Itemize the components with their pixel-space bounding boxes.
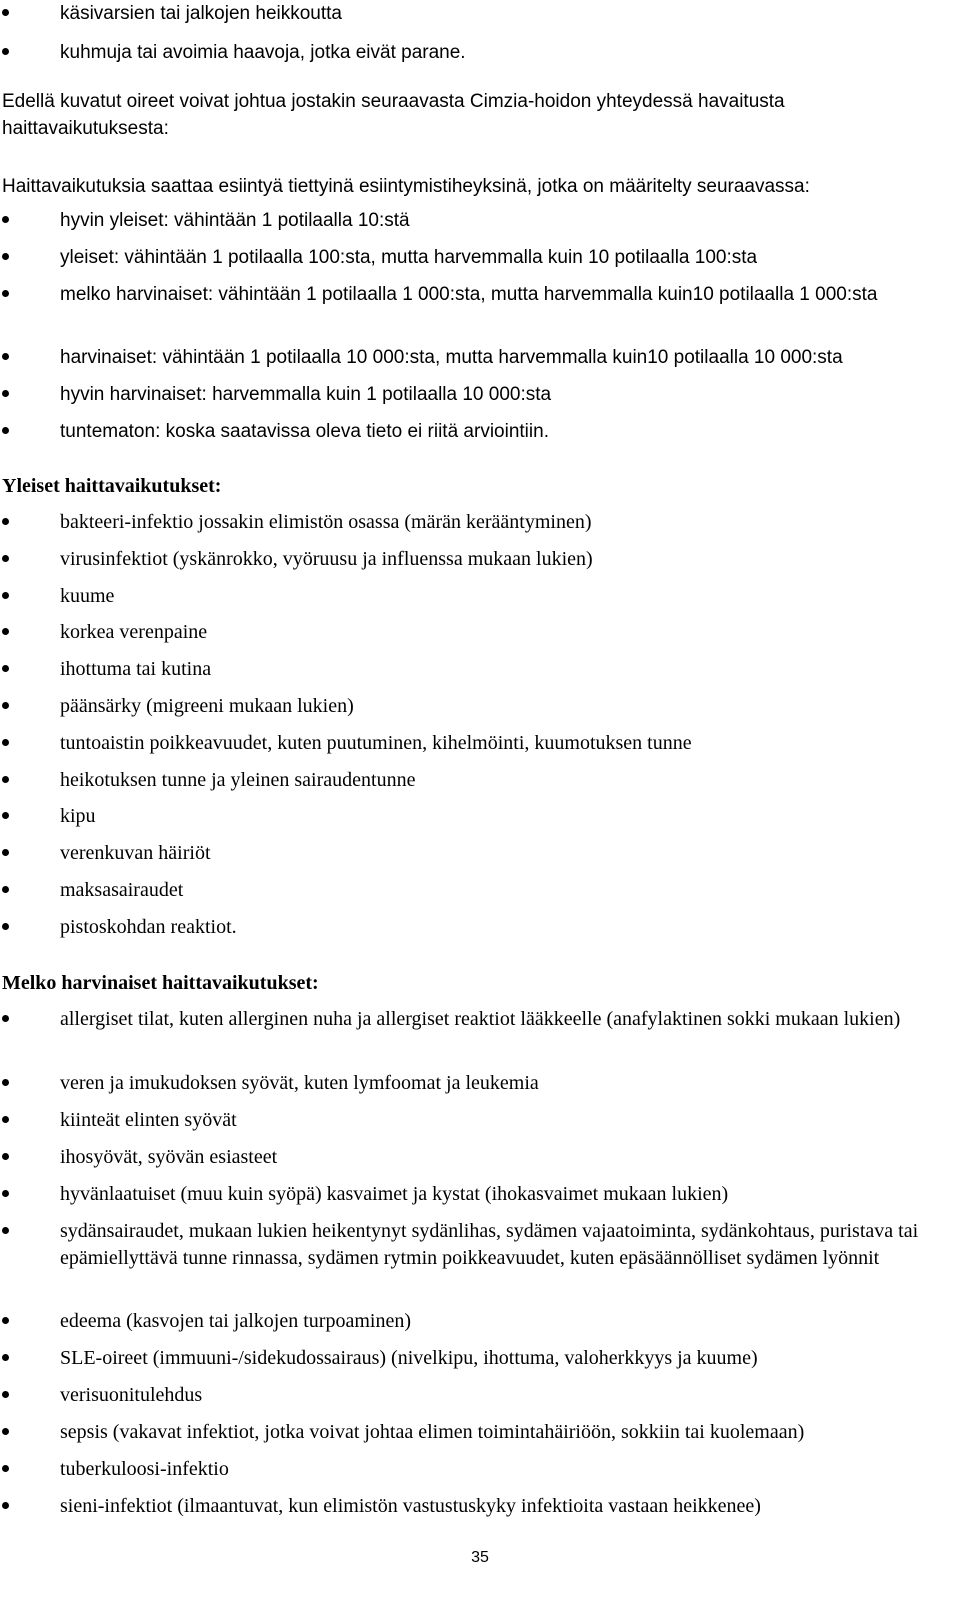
list-item-text: ihosyövät, syövän esiasteet [60,1146,278,1168]
list-item [0,207,952,234]
list-item-text: ihottuma tai kutina [60,658,212,681]
list-item [0,344,952,371]
list-item-text: virusinfektiot (yskänrokko, vyöruusu ja influenssa mukaan lukien) [60,547,593,570]
list-item [0,1181,952,1208]
common-heading: Yleiset haittavaikutukset: [2,475,222,497]
list-item [0,1144,952,1171]
list-item-text: kipu [60,805,96,828]
list-item-text: verenkuvan häiriöt [60,842,211,865]
list-item [0,418,952,445]
list-item [0,1419,952,1446]
list-item [0,619,952,646]
bullet-icon [2,1317,9,1324]
list-item-text: melko harvinaiset: vähintään 1 potilaalla 1 000:sta, mutta harvemmalla kuin10 potilaalla 1 000:sta [60,284,878,305]
bullet-icon [2,555,9,562]
list-item [0,546,952,573]
list-item-text: pistoskohdan reaktiot. [60,915,237,938]
list-item [0,281,952,308]
bullet-icon [2,886,9,893]
list-item-text: allergiset tilat, kuten allerginen nuha ja allergiset reaktiot lääkkeelle (anafylaktinen sokki mukaan lukien) [60,1008,901,1030]
bullet-icon [2,1354,9,1361]
list-item-text: veren ja imukudoksen syövät, kuten lymfoomat ja leukemia [60,1072,539,1094]
bullet-icon [2,1015,9,1022]
list-item [0,1070,952,1097]
bullet-icon [2,427,9,434]
bullet-icon [2,812,9,819]
list-item [0,1382,952,1409]
list-item [0,244,952,271]
list-item-text: kuhmuja tai avoimia haavoja, jotka eivät parane. [60,42,466,63]
bullet-icon [2,1190,9,1197]
bullet-icon [2,1502,9,1509]
bullet-icon [2,739,9,746]
list-item-text: tuberkuloosi-infektio [60,1458,229,1480]
list-item [0,381,952,408]
list-item [0,730,952,757]
bullet-icon [2,390,9,397]
list-item-text: edeema (kasvojen tai jalkojen turpoaminen) [60,1310,411,1332]
list-item-text: heikotuksen tunne ja yleinen sairaudentunne [60,768,416,791]
list-item [0,914,952,941]
bullet-icon [2,48,9,55]
list-item-text: hyvänlaatuiset (muu kuin syöpä) kasvaimet ja kystat (ihokasvaimet mukaan lukien) [60,1183,729,1205]
list-item-text: korkea verenpaine [60,621,208,644]
bullet-icon [2,1391,9,1398]
list-item-text: hyvin yleiset: vähintään 1 potilaalla 10:stä [60,210,410,231]
list-item [0,1493,952,1520]
list-item-text: sepsis (vakavat infektiot, jotka voivat johtaa elimen toimintahäiriöön, sokkiin tai kuolemaan) [60,1421,805,1443]
list-item-text: harvinaiset: vähintään 1 potilaalla 10 000:sta, mutta harvemmalla kuin10 potilaalla 10 000:sta [60,347,843,368]
list-item-text: SLE-oireet (immuuni-/sidekudossairaus) (nivelkipu, ihottuma, valoherkkyys ja kuume) [60,1347,758,1369]
bullet-icon [2,1465,9,1472]
bullet-icon [2,216,9,223]
list-item-text: sydänsairaudet, mukaan lukien heikentynyt sydänlihas, sydämen vajaatoiminta, sydänkohtaus, puristava tai epämiellyttävä tunne rinnassa, sydämen rytmin poikkeavuudet, kuten epäsäännölliset sydämen lyönnit [60,1220,919,1269]
list-item [0,840,952,867]
bullet-icon [2,353,9,360]
list-item-text: yleiset: vähintään 1 potilaalla 100:sta, mutta harvemmalla kuin 10 potilaalla 100:sta [60,247,758,268]
list-item-text: kiinteät elinten syövät [60,1109,237,1131]
intro-paragraph: Edellä kuvatut oireet voivat johtua jostakin seuraavasta Cimzia-hoidon yhteydessä havaitusta haittavaikutuksesta: [2,91,785,139]
bullet-icon [2,628,9,635]
list-item-text: kuume [60,584,115,607]
bullet-icon [2,1116,9,1123]
list-item-text: maksasairaudet [60,879,184,901]
list-item-text: sieni-infektiot (ilmaantuvat, kun elimistön vastustuskyky infektioita vastaan heikkenee) [60,1495,761,1517]
list-item [0,1006,952,1033]
bullet-icon [2,9,9,16]
bullet-icon [2,702,9,709]
list-item [0,1456,952,1483]
list-item-text: hyvin harvinaiset: harvemmalla kuin 1 potilaalla 10 000:sta [60,384,552,405]
frequency-intro: Haittavaikutuksia saattaa esiintyä tiettyinä esiintymistiheyksinä, jotka on määritelty seuraavassa: [2,176,810,197]
bullet-icon [2,1428,9,1435]
list-item-text: bakteeri-infektio jossakin elimistön osassa (märän kerääntyminen) [60,511,592,533]
list-item-text: käsivarsien tai jalkojen heikkoutta [60,3,342,24]
list-item [0,0,952,27]
list-item-text: verisuonitulehdus [60,1384,203,1406]
list-item [0,1107,952,1134]
uncommon-heading: Melko harvinaiset haittavaikutukset: [2,972,319,994]
bullet-icon [2,1153,9,1160]
list-item-text: päänsärky (migreeni mukaan lukien) [60,695,354,717]
bullet-icon [2,923,9,930]
list-item [0,1345,952,1372]
bullet-icon [2,849,9,856]
list-item-text: tuntematon: koska saatavissa oleva tieto ei riitä arviointiin. [60,421,549,442]
bullet-icon [2,1079,9,1086]
bullet-icon [2,290,9,297]
bullet-icon [2,1227,9,1234]
bullet-icon [2,592,9,599]
list-item [0,1308,952,1335]
list-item [0,803,952,830]
list-item [0,877,952,904]
bullet-icon [2,253,9,260]
list-item [0,693,952,720]
list-item [0,1218,952,1272]
list-item [0,767,952,794]
list-item-text: tuntoaistin poikkeavuudet, kuten puutuminen, kihelmöinti, kuumotuksen tunne [60,731,692,754]
page-number: 35 [471,1549,489,1566]
list-item [0,583,952,610]
bullet-icon [2,665,9,672]
bullet-icon [2,518,9,525]
bullet-icon [2,776,9,783]
list-item [0,656,952,683]
list-item [0,39,952,66]
list-item [0,509,952,536]
